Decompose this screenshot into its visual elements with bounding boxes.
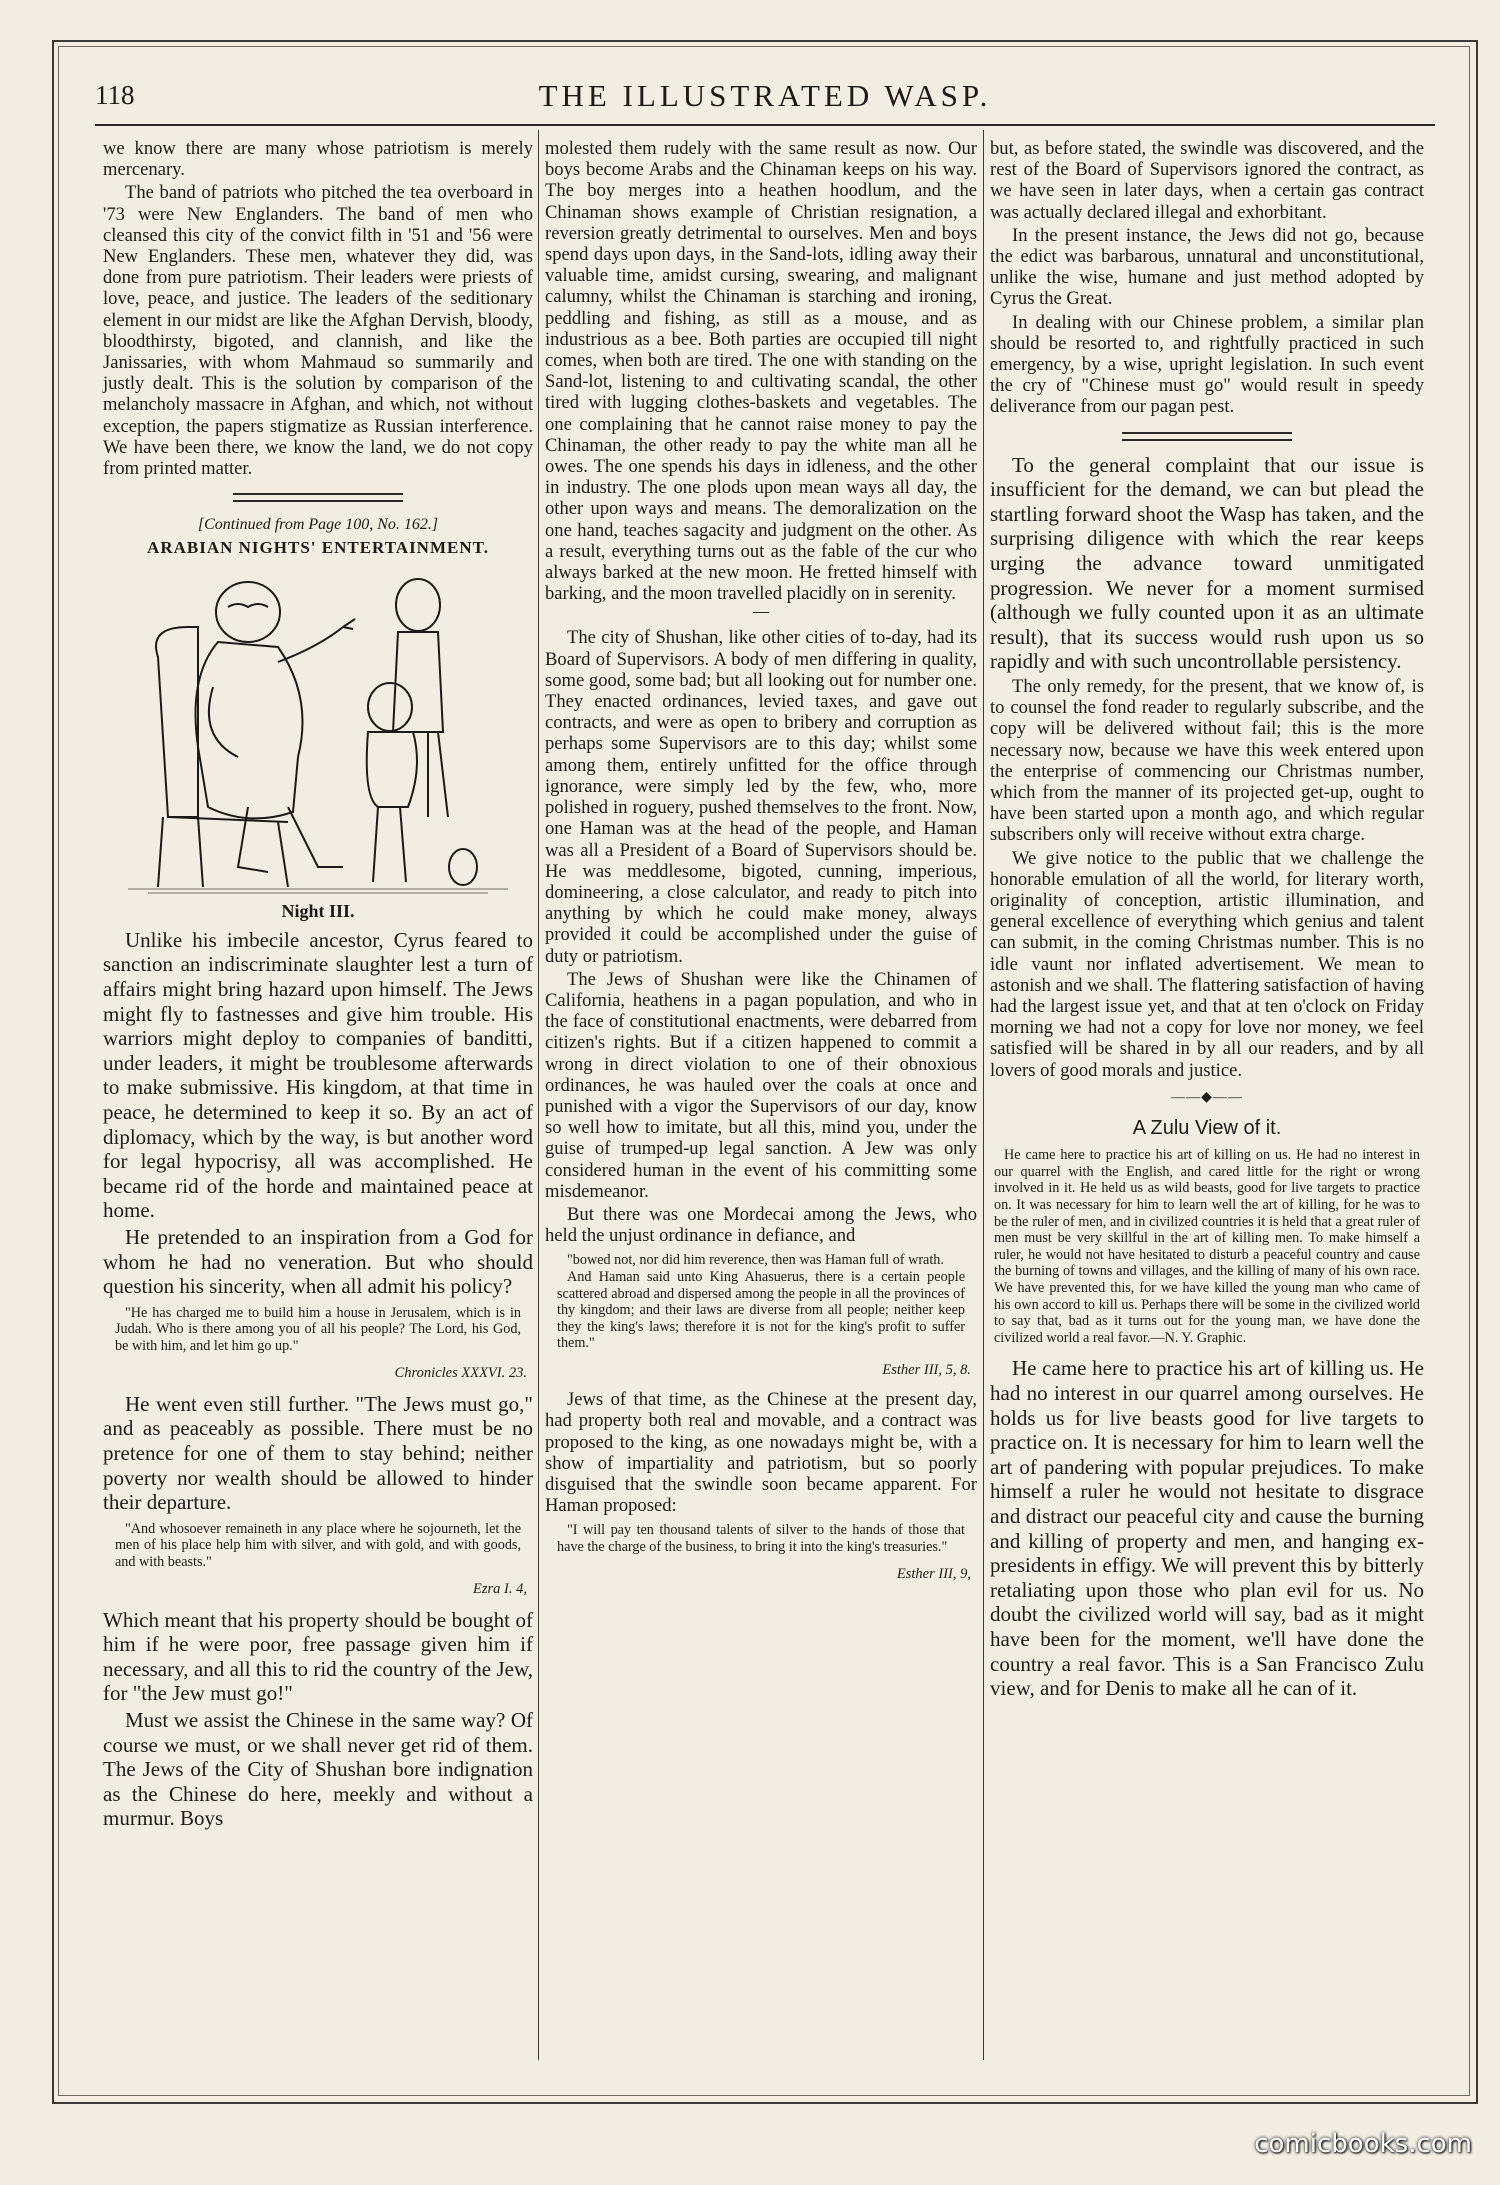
paragraph: We give notice to the public that we challenge the honorable emulation of all the world, for literary worth, originality of conception, artistic illumination, and general excellence of everything which genius and talent can submit, in the coming Christmas number. This is no idle vaunt nor inflated advertisement. We mean to astonish and we shall. The flattering satisfaction of having had the largest issue yet, and that at ten o'clock on Friday morning we had not a copy for love nor money, we feel satisfied will be shared in by all our readers, and by all lovers of good morals and justice. (990, 847, 1424, 1081)
column-2 (545, 138, 977, 1593)
paragraph: but, as before stated, the swindle was discovered, and the rest of the Board of Supervisors ignored the contract, as we have seen in later days, when a certain gas contract was actually declared illegal and exhorbitant. (990, 138, 1424, 223)
paragraph: In dealing with our Chinese problem, a similar plan should be resorted to, and rightfully practiced in such emergency, by a wise, upright legislation. In such event the cry of "Chinese must go" would result in speedy deliverance from our pagan pest. (990, 311, 1424, 418)
quote-text: "bowed not, nor did him reverence, then was Haman full of wrath. (567, 1252, 944, 1269)
paragraph: To the general complaint that our issue is insufficient for the demand, we can but plead the startling forward shoot the Wasp has taken, and the surprising diligence with which the rear keeps urging the advance toward unmitigated progression. We never for a moment surmised (although we fully counted upon it as an ultimate result), that its success would rush upon us so rapidly and with such uncontrollable persistency. (990, 452, 1424, 674)
quote-citation: Ezra I. 4, (473, 1580, 527, 1597)
cartoon-illustration (128, 567, 508, 897)
quote-text: "I will pay ten thousand talents of silver to the hands of those that have the charge of the business, to bring it into the king's treasuries." (557, 1522, 965, 1555)
scripture-quote (557, 1252, 965, 1352)
quote-citation: Esther III, 5, 8. (882, 1361, 971, 1378)
article-title: ARABIAN NIGHTS' ENTERTAINMENT. (147, 538, 489, 558)
quoted-excerpt (994, 1147, 1420, 1346)
chapter-heading: Night III. (281, 900, 355, 921)
quote-citation: Chronicles XXXVI. 23. (394, 1364, 527, 1381)
paragraph: Jews of that time, as the Chinese at the present day, had property both real and movable, and a contract was proposed to the king, as one nowadays might be, with a show of impartiality and patriotism, but so poorly disguised that the swindle soon became apparent. For Haman proposed: (545, 1389, 977, 1517)
quote-text: And Haman said unto King Ahasuerus, there is a certain people scattered abroad and dispersed among the people in all the provinces of thy kingdom; and their laws are diverse from all people; neither keep they the king's laws; therefore it is not for the king's profit to suffer them." (557, 1268, 965, 1352)
page-header (95, 78, 1435, 114)
masthead-title: THE ILLUSTRATED WASP. (538, 78, 992, 113)
paragraph: we know there are many whose patriotism is merely mercenary. (103, 138, 533, 181)
paragraph: Which meant that his property should be bought of him if he were poor, free passage given him if necessary, and all this to rid the country of the Jew, for "the Jew must go!" (103, 1607, 533, 1706)
continued-note: [Continued from Page 100, No. 162.] (197, 516, 439, 534)
quote-text: "He has charged me to build him a house in Jerusalem, which is in Judah. Who is there among you of all his people? The Lord, his God, be with him, and let him go up." (115, 1304, 521, 1354)
paragraph: Unlike his imbecile ancestor, Cyrus feared to sanction an indiscriminate slaughter lest a turn of affairs might bring hazard upon himself. The Jews might fly to fastnesses and give him trouble. His warriors might deploy to companies of banditti, under leaders, it might be troublesome afterwards to make submissive. His kingdom, at that time in peace, he determined to keep it so. By an act of diplomacy, which by the way, is but another word for legal hypocrisy, all was accomplished. He became rid of the horde and maintained peace at home. (103, 927, 533, 1223)
paragraph: He came here to practice his art of killing us. He had no interest in our quarrel among ourselves. He holds us for live beasts good for live targets to practice on. It is necessary for him to learn well the art of pandering with popular prejudices. To make himself a ruler he would not hesitate to disgrace and distract our peaceful city and cause the burning and killing of property and men, and hanging ex-presidents in effigy. We will prevent this by bitterly retaliating upon those who plan evil for us. No doubt the civilized world will say, bad as it might have been for the moment, we'll have done the country a real favor. This is a San Francisco Zulu view, and for Denis to make all he can of it. (990, 1356, 1424, 1701)
section-divider (233, 493, 403, 502)
column-3 (990, 138, 1424, 1703)
paragraph: Must we assist the Chinese in the same way? Of course we must, or we shall never get rid of them. The Jews of the City of Shushan bore indignation as the Chinese do here, meekly and without a murmur. Boys (103, 1708, 533, 1831)
scripture-quote (115, 1305, 521, 1355)
paragraph: The city of Shushan, like other cities of to-day, had its Board of Supervisors. A body of men differing in quality, some good, some bad; but all looking out for number one. They enacted ordinances, levied taxes, and gave out contracts, and were as open to bribery and corruption as perhaps some Supervisors are to this day; whilst some among them, entirely unfitted for the office through ignorance, were simply led by the few, who, more polished in roguery, pushed themselves to the front. Now, one Haman was at the head of the people, and Haman was all a President of a Board of Supervisors should be. He was meddlesome, bigoted, cunning, imperious, domineering, a close calculator, and ready to pitch into anything by which he could make money, always provided it could be accomplished under the guise of duty or patriotism. (545, 627, 977, 967)
ornament-divider: ——◆—— (1171, 1089, 1243, 1105)
paragraph: He pretended to an inspiration from a God for whom he had no veneration. But who should question his sincerity, when all admit his policy? (103, 1224, 533, 1299)
quote-text: He came here to practice his art of killing on us. He had no interest in our quarrel with the English, and cared little for the right or wrong involved in it. He held us as wild beasts, good for live targets to practice on. It was necessary for him to learn well the art of killing, for he was to be the ruler of men, and in civilized countries it is held that a great ruler of men must be very skillful in the art of killing men. To make himself a ruler, he would not have hesitated to disturb a peaceful country and cause the burning of towns and villages, and the killing of many of his own race. We have prevented this, for we have killed the young man who came of his own accord to kill us. Perhaps there will be some in the civilized world to say that, bad as it turns out for the young man, we have done the civilized world a real favor.—N. Y. Graphic. (994, 1147, 1420, 1346)
paragraph: molested them rudely with the same result as now. Our boys become Arabs and the Chinaman keeps on his way. The boy merges into a heathen hoodlum, and the Chinaman shows example of Christian resignation, a reversion greatly detrimental to ourselves. Men and boys spend days upon days, in the Sand-lots, idling away their valuable time, amidst cursing, swearing, and malignant calumny, whilst the Chinaman is starching and ironing, peddling and fishing, as still as a mouse, and as industrious as a bee. Both parties are occupied till night comes, when both are tired. The one with standing on the Sand-lot, listening to and cultivating scandal, the other tired with lugging clothes-baskets and vegetables. The one complaining that he cannot raise money to pay the Chinaman, the other ready to pay the white man all he owes. The one spends his days in idleness, and the other in industry. The one plods upon mean ways all day, the other upon ways and means. The demoralization on the one hand, teaches sagacity and judgment on the other. As a result, everything turns out as the fable of the cur who always barked at the new moon. He fretted himself with barking, and the moon travelled placidly on in serenity. (545, 138, 977, 605)
paragraph: The band of patriots who pitched the tea overboard in '73 were New Englanders. The band of men who cleansed this city of the convict filth in '51 and '56 were New Englanders. These men, whatever they did, was done from pure patriotism. Their leaders were priests of love, peace, and justice. The leaders of the seditionary element in our midst are like the Afghan Dervish, bloody, bloodthirsty, bigoted, and clannish, and like the Janissaries, with whom Mahmaud so summarily and justly dealt. This is the solution by comparison of the melancholy massacre in Afghan, and which, not without exception, the papers stigmatize as Russian interference. We have been there, we know the land, we do not copy from printed matter. (103, 182, 533, 480)
divider (753, 612, 769, 613)
section-divider (1122, 432, 1292, 441)
article-title: A Zulu View of it. (1132, 1117, 1282, 1140)
column-divider (538, 130, 539, 2060)
paragraph: The only remedy, for the present, that we know of, is to counsel the fond reader to regularly subscribe, and the copy will be delivered without fail; this is the more necessary now, because we have this week entered upon the enterprise of commencing our Christmas number, which from the manner of its projected get-up, ought to have been started upon a month ago, and which regular subscribers only will receive without extra charge. (990, 675, 1424, 846)
paragraph: In the present instance, the Jews did not go, because the edict was barbarous, unnatural and unconstitutional, unlike the wise, humane and just method adopted by Cyrus the Great. (990, 224, 1424, 310)
paragraph: But there was one Mordecai among the Jews, who held the unjust ordinance in defiance, and (545, 1203, 977, 1247)
column-1 (103, 138, 533, 1833)
paragraph: The Jews of Shushan were like the Chinamen of California, heathens in a pagan population, and who in the face of constitutional enactments, were debarred from citizen's rights. But if a citizen happened to commit a wrong in direct violation to one of their obnoxious ordinances, he was hauled over the coals at once and punished with a vigor the Supervisors of our day, know so well how to imitate, but all this, mind you, under the guise of trumped-up legal sanction. A Jew was only considered human in the event of his committing some misdemeanor. (545, 968, 977, 1202)
page-number: 118 (95, 80, 135, 110)
quote-citation: Esther III, 9, (896, 1565, 971, 1582)
header-rule (95, 124, 1435, 126)
scripture-quote (557, 1522, 965, 1555)
quote-text: "And whosoever remaineth in any place where he sojourneth, let the men of his place help him with silver, and with gold, and with goods, and with beasts." (115, 1520, 521, 1570)
paragraph: He went even still further. "The Jews must go," and as peaceably as possible. There must be no pretence for one of them to stay behind; neither poverty nor wealth should be allowed to hinder their departure. (103, 1391, 533, 1515)
column-divider (983, 130, 984, 2060)
scripture-quote (115, 1521, 521, 1571)
watermark: comicbooks.com (1254, 2129, 1472, 2159)
